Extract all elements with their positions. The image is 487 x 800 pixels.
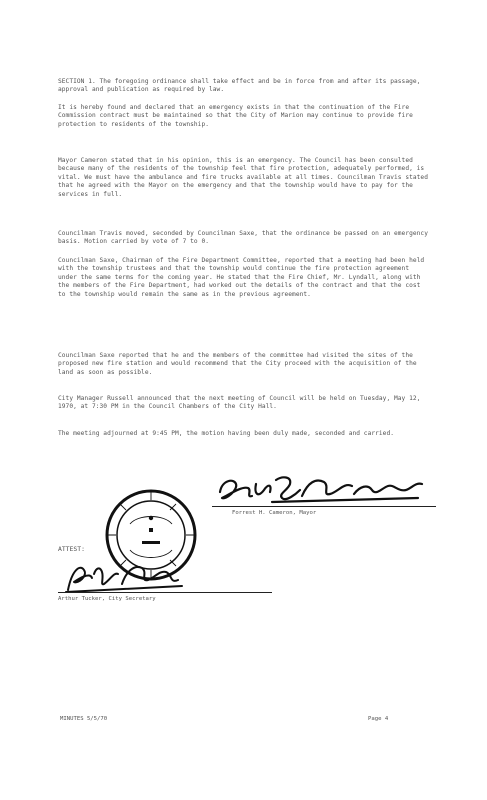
paragraph-2: It is hereby found and declared that an emergency exists in that the continuation of the Fire Commission contract must be maintained so that the City of Marion may continue to provide fire protection to residents of the township. [58,104,413,128]
attest-label: ATTEST: [58,545,85,553]
clerk-signature [64,560,204,594]
paragraph-6: Councilman Saxe reported that he and the members of the committee had visited the sites of the proposed new fire station and would recommend that the City proceed with the acquisition of the land as soon as possible. [58,352,417,376]
footer-minutes-date: MINUTES 5/5/70 [60,716,108,722]
clerk-printed-name: Arthur Tucker, City Secretary [58,596,156,602]
mayor-signature [212,472,442,508]
mayor-signature-line [212,506,436,507]
footer-page-number: Page 4 [368,716,389,722]
paragraph-4: Councilman Travis moved, seconded by Councilman Saxe, that the ordinance be passed on an emergency basis. Motion carried by vote of 7 to 0. [58,230,428,246]
clerk-signature-line [58,592,272,593]
mayor-printed-name: Forrest H. Cameron, Mayor [232,510,317,516]
paragraph-7: City Manager Russell announced that the next meeting of Council will be held on Tuesday, May 12, 1970, at 7:30 PM in the Council Chambers of the City Hall. [58,395,421,411]
paragraph-8: The meeting adjourned at 9:45 PM, the motion having been duly made, seconded and carried. [58,430,394,437]
paragraph-5: Councilman Saxe, Chairman of the Fire Department Committee, reported that a meeting had been held with the township trustees and that the township would continue the fire protection agreement under the same terms for the coming year. He stated that the Fire Chief, Mr. Lyndall, along with the members of the Fire Department, had worked out the details of the contract and that the cost to the township would remain the same as in the previous agreement. [58,257,425,298]
paragraph-3: Mayor Cameron stated that in his opinion, this is an emergency. The Council has been consulted because many of the residents of the township feel that fire protection, adequately performed, is vital. We must have the ambulance and fire trucks available at all times. Councilman Travis stated that he agreed with the Mayor on the emergency and that the township would have to pay for the services in full. [58,157,428,198]
paragraph-1: SECTION 1. The foregoing ordinance shall take effect and be in force from and after its passage, approval and publication as required by law. [58,78,421,94]
